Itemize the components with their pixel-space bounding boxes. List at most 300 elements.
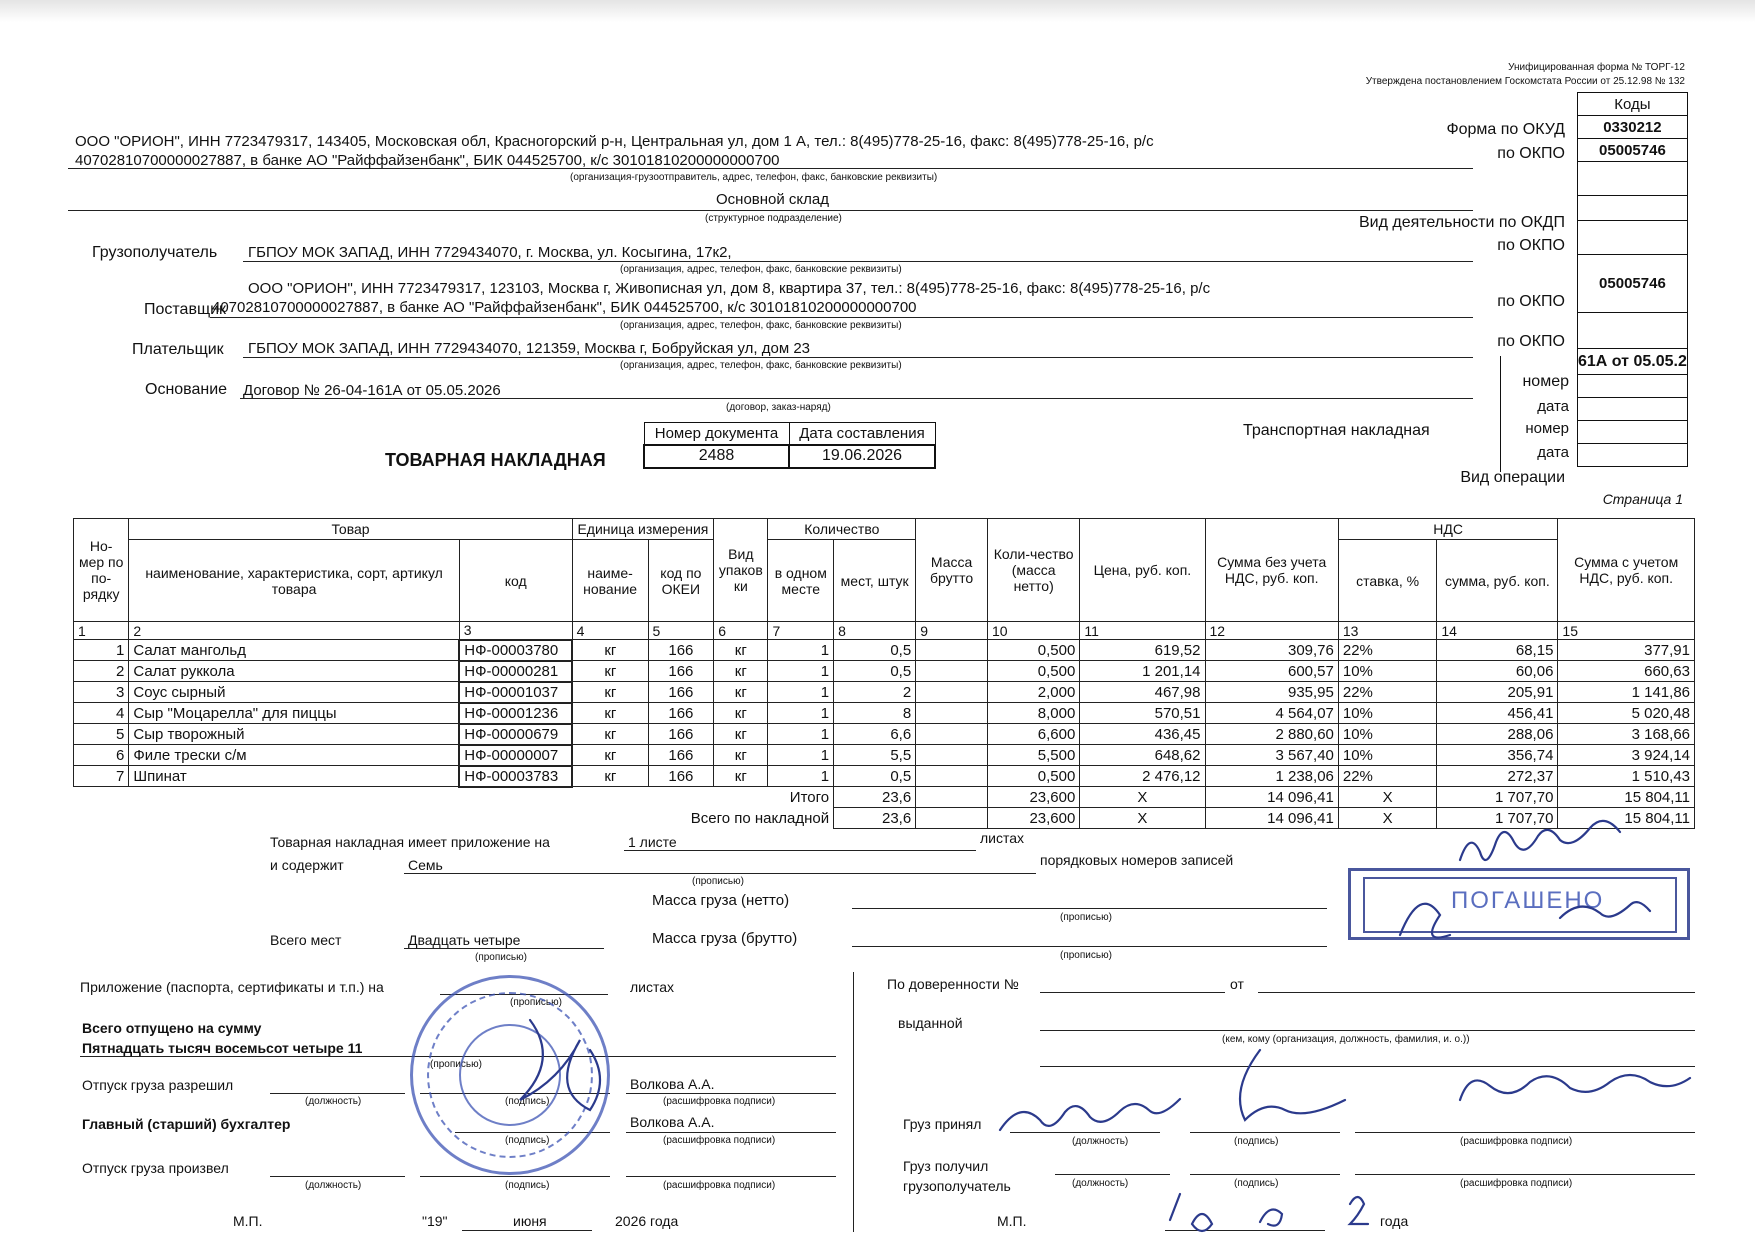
contains-tail: порядковых номеров записей (1040, 852, 1234, 868)
column-number: 1 (74, 622, 129, 640)
column-number: 14 (1437, 622, 1558, 640)
cancelled-stamp-text: ПОГАШЕНО (1451, 887, 1605, 914)
received-pos-caption: (должность) (1072, 1178, 1129, 1189)
division-underline (68, 210, 1473, 211)
col-price-header: Цена, руб. коп. (1080, 519, 1205, 622)
division-caption: (структурное подразделение) (705, 213, 842, 224)
totals-label: Всего по накладной (690, 809, 830, 827)
basis-number-label: номер (1522, 373, 1569, 390)
cell-places: 8 (834, 703, 916, 724)
basis-underline (240, 398, 1473, 399)
cell-code: НФ-00003780 (459, 640, 572, 661)
proxy-from: от (1230, 976, 1244, 992)
cell-price: 648,62 (1080, 745, 1205, 766)
cell-inplace: 1 (768, 703, 834, 724)
basis-value: Договор № 26-04-161А от 05.05.2026 (243, 382, 501, 399)
column-number: 7 (768, 622, 834, 640)
release-pos-caption: (должность) (305, 1096, 362, 1107)
column-number: 13 (1338, 622, 1436, 640)
cell-okei: 166 (648, 703, 714, 724)
supplier-underline (210, 317, 1473, 318)
totals-places: 23,6 (834, 787, 916, 808)
cell-total: 5 020,48 (1558, 703, 1695, 724)
issued-line (1040, 1030, 1695, 1031)
column-numbers-row (74, 622, 1695, 640)
cell-pack: кг (714, 724, 768, 745)
payer-underline (243, 357, 1473, 358)
totals-vat: 1 707,70 (1437, 808, 1558, 829)
produced-name-line (626, 1176, 836, 1177)
accountant-name-caption: (расшифровка подписи) (663, 1135, 776, 1146)
totals-rate: X (1338, 787, 1436, 808)
column-number: 6 (714, 622, 768, 640)
doc-number: 2488 (644, 445, 789, 468)
cell-sum: 1 238,06 (1205, 766, 1338, 787)
cell-okei: 166 (648, 640, 714, 661)
supplier-line2: 40702810700000027887, в банке АО "Райффайзенбанк", БИК 044525700, к/с 30101810200000000700 (212, 299, 917, 316)
mp-right: М.П. (997, 1213, 1027, 1229)
cell-vat: 288,06 (1437, 724, 1558, 745)
cell-net: 0,500 (988, 766, 1080, 787)
received-label-2: грузополучатель (903, 1178, 1011, 1194)
accepted-signature (1240, 1050, 1345, 1120)
cell-inplace: 1 (768, 661, 834, 682)
date-year: 2026 года (615, 1213, 679, 1229)
cell-okei: 166 (648, 724, 714, 745)
cell-n: 1 (74, 640, 129, 661)
net-mass-underline (852, 908, 1327, 909)
cell-places: 0,5 (834, 661, 916, 682)
cell-gross (916, 661, 988, 682)
contains-underline (404, 873, 1036, 874)
doc-date-header: Дата составления (789, 423, 935, 445)
col-inplace-header: в одном месте (768, 540, 834, 622)
cell-price: 436,45 (1080, 724, 1205, 745)
table-row (74, 682, 1695, 703)
basis-caption: (договор, заказ-наряд) (726, 402, 831, 413)
release-sign-line (420, 1093, 610, 1094)
received-pos-line (1055, 1174, 1170, 1175)
cell-okei: 166 (648, 745, 714, 766)
cell-net: 0,500 (988, 661, 1080, 682)
cell-rate: 10% (1338, 724, 1436, 745)
cell-pack: кг (714, 682, 768, 703)
stamp-signature-inner (1400, 902, 1650, 937)
column-number: 11 (1080, 622, 1205, 640)
received-name-line (1355, 1174, 1695, 1175)
accountant-name-line (626, 1132, 836, 1133)
attach-sheets: листах (980, 830, 1025, 846)
accepted-name-line (1355, 1132, 1695, 1133)
totals-net: 23,600 (988, 787, 1080, 808)
cell-inplace: 1 (768, 682, 834, 703)
consignee-value: ГБПОУ МОК ЗАПАД, ИНН 7729434070, г. Москва, ул. Косыгина, 17к2, (248, 244, 732, 261)
transport-number-label: номер (1525, 420, 1569, 437)
supplier-okpo-code: 05005746 (1578, 255, 1688, 313)
supplier-label: Поставщик (144, 301, 227, 318)
column-number: 2 (129, 622, 459, 640)
cell-total: 1 510,43 (1558, 766, 1695, 787)
doc-date: 19.06.2026 (789, 445, 935, 468)
cell-okei: 166 (648, 682, 714, 703)
form-line1: Унифицированная форма № ТОРГ-12 (1508, 62, 1685, 73)
cell-vat: 272,37 (1437, 766, 1558, 787)
totals-total: 15 804,11 (1558, 808, 1695, 829)
release-label: Отпуск груза разрешил (82, 1077, 234, 1093)
accountant-label: Главный (старший) бухгалтер (82, 1116, 291, 1132)
goods-table (73, 518, 1695, 829)
shipper-caption: (организация-грузоотправитель, адрес, телефон, факс, банковские реквизиты) (570, 172, 938, 183)
date-month-line (462, 1230, 592, 1231)
col-gross-header: Масса брутто (916, 519, 988, 622)
cell-price: 619,52 (1080, 640, 1205, 661)
cell-pack: кг (714, 661, 768, 682)
consignee-caption: (организация, адрес, телефон, факс, банковские реквизиты) (620, 264, 902, 275)
cell-pack: кг (714, 745, 768, 766)
cell-inplace: 1 (768, 724, 834, 745)
release-sign-caption: (подпись) (505, 1096, 550, 1107)
cell-gross (916, 682, 988, 703)
gross-mass-caption: (прописью) (1060, 950, 1112, 961)
gross-mass-underline (852, 946, 1327, 947)
totals-row-itogo (74, 787, 1695, 808)
docs-sheets: листах (630, 979, 675, 995)
date-month: июня (513, 1213, 547, 1229)
operation-label: Вид операции (1460, 469, 1565, 486)
payer-okpo-code (1578, 313, 1688, 349)
column-number: 3 (459, 622, 572, 640)
attach-underline (624, 850, 976, 851)
col-code-header: код (459, 540, 572, 622)
col-sum-header: Сумма без учета НДС, руб. коп. (1205, 519, 1338, 622)
accepted-sign-caption: (подпись) (1234, 1136, 1279, 1147)
cell-name: Сыр "Моцарелла" для пиццы (129, 703, 459, 724)
cell-rate: 22% (1338, 640, 1436, 661)
accountant-name: Волкова А.А. (630, 1114, 715, 1130)
proxy-label: По доверенности № (887, 976, 1019, 992)
division-value: Основной склад (716, 191, 830, 208)
cell-code: НФ-00003783 (459, 766, 572, 787)
cell-gross (916, 640, 988, 661)
cell-n: 7 (74, 766, 129, 787)
transport-number-code (1578, 398, 1688, 421)
totals-total: 15 804,11 (1558, 787, 1695, 808)
cell-code: НФ-00000007 (459, 745, 572, 766)
table-row (74, 703, 1695, 724)
cell-code: НФ-00000679 (459, 724, 572, 745)
totals-gross (916, 808, 988, 829)
cell-unit: кг (572, 640, 648, 661)
total-label: Всего отпущено на сумму (82, 1020, 262, 1036)
receive-date-line (1165, 1230, 1325, 1231)
footer-divider (853, 972, 854, 1232)
accepted-label: Груз принял (903, 1116, 982, 1132)
accepted-position-signature (1000, 1099, 1180, 1130)
col-okei-header: код по ОКЕИ (648, 540, 714, 622)
cell-n: 6 (74, 745, 129, 766)
produced-sign-caption: (подпись) (505, 1180, 550, 1191)
cell-gross (916, 724, 988, 745)
col-unit-header: Единица измерения (572, 519, 714, 540)
cell-name: Шпинат (129, 766, 459, 787)
accepted-pos-caption: (должность) (1072, 1136, 1129, 1147)
cell-name: Филе трески с/м (129, 745, 459, 766)
cell-price: 570,51 (1080, 703, 1205, 724)
receive-date-handwriting (1170, 1194, 1368, 1231)
cell-vat: 356,74 (1437, 745, 1558, 766)
col-vatsum-header: сумма, руб. коп. (1437, 540, 1558, 622)
cell-places: 2 (834, 682, 916, 703)
accountant-sign-line (455, 1132, 610, 1133)
cell-vat: 205,91 (1437, 682, 1558, 703)
cell-rate: 22% (1338, 766, 1436, 787)
produced-name-caption: (расшифровка подписи) (663, 1180, 776, 1191)
release-name-caption: (расшифровка подписи) (663, 1096, 776, 1107)
form-line2: Утверждена постановлением Госкомстата России от 25.12.98 № 132 (1365, 76, 1685, 87)
total-caption: (прописью) (430, 1059, 482, 1070)
consignee-label: Грузополучатель (92, 244, 218, 261)
cell-places: 5,5 (834, 745, 916, 766)
cell-rate: 10% (1338, 745, 1436, 766)
cell-net: 6,600 (988, 724, 1080, 745)
totals-gross (916, 787, 988, 808)
col-unitname-header: наиме-нование (572, 540, 648, 622)
accepted-sign-line (1190, 1132, 1340, 1133)
cell-rate: 10% (1338, 661, 1436, 682)
table-row (74, 640, 1695, 661)
cell-unit: кг (572, 703, 648, 724)
column-number: 4 (572, 622, 648, 640)
col-rate-header: ставка, % (1338, 540, 1436, 622)
proxy-number-line (1040, 992, 1225, 993)
column-number: 8 (834, 622, 916, 640)
codes-header: Коды (1578, 93, 1688, 116)
cell-unit: кг (572, 724, 648, 745)
received-label-1: Груз получил (903, 1158, 989, 1174)
gross-mass-label: Масса груза (брутто) (652, 930, 798, 947)
shipper-line1: ООО "ОРИОН", ИНН 7723479317, 143405, Московская обл, Красногорский р-н, Центральная ул, дом 1 А, тел.: 8(495)778-25-16, факс: 8(495)778-25-16, р/с (75, 133, 1154, 150)
column-number: 12 (1205, 622, 1338, 640)
cell-net: 0,500 (988, 640, 1080, 661)
issued-line-2 (1040, 1066, 1695, 1067)
table-row (74, 766, 1695, 787)
cell-places: 0,5 (834, 640, 916, 661)
release-position-line (270, 1093, 405, 1094)
produced-sign-line (420, 1176, 610, 1177)
col-no-header: Но-мер по по-рядку (74, 519, 129, 622)
totals-label: Итого (789, 789, 830, 806)
scan-top-edge (0, 0, 1755, 22)
issued-caption: (кем, кому (организация, должность, фамилия, и. о.)) (1222, 1034, 1470, 1045)
payer-okpo-label: по ОКПО (1497, 333, 1565, 350)
cell-rate: 22% (1338, 682, 1436, 703)
accountant-sign-caption: (подпись) (505, 1135, 550, 1146)
consignee-okpo-code (1578, 221, 1688, 255)
attach-label: Товарная накладная имеет приложение на (270, 834, 550, 850)
cell-n: 5 (74, 724, 129, 745)
col-net-header: Коли-чество (масса нетто) (988, 519, 1080, 622)
cell-unit: кг (572, 766, 648, 787)
received-sign-line (1190, 1174, 1340, 1175)
cell-sum: 935,95 (1205, 682, 1338, 703)
transport-date-code (1578, 421, 1688, 444)
cell-vat: 60,06 (1437, 661, 1558, 682)
cell-sum: 3 567,40 (1205, 745, 1338, 766)
page-number: Страница 1 (1602, 491, 1683, 507)
mp-left: М.П. (233, 1213, 263, 1229)
cell-sum: 309,76 (1205, 640, 1338, 661)
cell-pack: кг (714, 703, 768, 724)
cell-name: Салат руккола (129, 661, 459, 682)
docs-underline (440, 994, 608, 995)
attach-value: 1 листе (628, 834, 677, 850)
cell-rate: 10% (1338, 703, 1436, 724)
basis-date-label: дата (1537, 398, 1569, 415)
doc-number-header: Номер документа (644, 423, 789, 445)
totals-places: 23,6 (834, 808, 916, 829)
cell-total: 1 141,86 (1558, 682, 1695, 703)
received-name-caption: (расшифровка подписи) (1460, 1178, 1573, 1189)
cancelled-stamp (1348, 868, 1690, 940)
cell-net: 5,500 (988, 745, 1080, 766)
accepted-name-signature (1460, 1075, 1690, 1100)
cell-pack: кг (714, 766, 768, 787)
received-sign-caption: (подпись) (1234, 1178, 1279, 1189)
totals-row-vsego (74, 808, 1695, 829)
codes-table (1577, 92, 1688, 467)
proxy-date-line (1258, 992, 1695, 993)
cell-gross (916, 766, 988, 787)
operation-code (1578, 444, 1688, 467)
cell-n: 3 (74, 682, 129, 703)
cell-places: 0,5 (834, 766, 916, 787)
transport-date-label: дата (1537, 444, 1569, 461)
cell-name: Салат мангольд (129, 640, 459, 661)
table-row (74, 745, 1695, 766)
cell-total: 3 168,66 (1558, 724, 1695, 745)
issued-label: выданной (898, 1015, 963, 1031)
cell-inplace: 1 (768, 766, 834, 787)
places-caption: (прописью) (475, 952, 527, 963)
cell-total: 660,63 (1558, 661, 1695, 682)
docs-caption: (прописью) (510, 997, 562, 1008)
cell-name: Сыр творожный (129, 724, 459, 745)
net-mass-caption: (прописью) (1060, 912, 1112, 923)
cell-unit: кг (572, 745, 648, 766)
okdp-code (1578, 196, 1688, 221)
transport-label: Транспортная накладная (1243, 422, 1430, 439)
totals-vat: 1 707,70 (1437, 787, 1558, 808)
cell-sum: 4 564,07 (1205, 703, 1338, 724)
cell-places: 6,6 (834, 724, 916, 745)
cell-gross (916, 745, 988, 766)
doc-title: ТОВАРНАЯ НАКЛАДНАЯ (385, 450, 606, 470)
totals-net: 23,600 (988, 808, 1080, 829)
doc-number-table (643, 422, 936, 469)
cell-price: 467,98 (1080, 682, 1205, 703)
col-qty-header: Количество (768, 519, 916, 540)
cell-sum: 2 880,60 (1205, 724, 1338, 745)
empty-code (1578, 162, 1688, 196)
cell-gross (916, 703, 988, 724)
net-mass-label: Масса груза (нетто) (652, 892, 790, 909)
payer-caption: (организация, адрес, телефон, факс, банковские реквизиты) (620, 360, 902, 371)
okud-code: 0330212 (1578, 116, 1688, 139)
cell-total: 377,91 (1558, 640, 1695, 661)
okpo-code: 05005746 (1578, 139, 1688, 162)
places-value: Двадцать четыре (408, 932, 521, 948)
cell-vat: 456,41 (1437, 703, 1558, 724)
column-number: 5 (648, 622, 714, 640)
contains-label: и содержит (270, 857, 344, 873)
totals-sum: 14 096,41 (1205, 787, 1338, 808)
produced-label: Отпуск груза произвел (82, 1160, 229, 1176)
supplier-caption: (организация, адрес, телефон, факс, банковские реквизиты) (620, 320, 902, 331)
cell-code: НФ-00001037 (459, 682, 572, 703)
okpo-label: по ОКПО (1497, 145, 1565, 162)
col-total-header: Сумма с учетом НДС, руб. коп. (1558, 519, 1695, 622)
produced-pos-caption: (должность) (305, 1180, 362, 1191)
contains-caption: (прописью) (692, 876, 744, 887)
places-underline (404, 948, 604, 949)
payer-label: Плательщик (132, 341, 224, 358)
total-value: Пятнадцать тысяч восемьсот четыре 11 (82, 1040, 363, 1056)
accepted-pos-line (1010, 1132, 1160, 1133)
okud-label: Форма по ОКУД (1446, 121, 1565, 138)
shipper-underline (68, 168, 1473, 169)
shipper-line2: 40702810700000027887, в банке АО "Райффайзенбанк", БИК 044525700, к/с 30101810200000000700 (75, 152, 780, 169)
places-label: Всего мест (270, 932, 342, 948)
cell-vat: 68,15 (1437, 640, 1558, 661)
basis-date-code (1578, 375, 1688, 398)
cell-price: 1 201,14 (1080, 661, 1205, 682)
totals-rate: X (1338, 808, 1436, 829)
cell-inplace: 1 (768, 640, 834, 661)
cell-code: НФ-00001236 (459, 703, 572, 724)
column-number: 10 (988, 622, 1080, 640)
accepted-name-caption: (расшифровка подписи) (1460, 1136, 1573, 1147)
cell-name: Соус сырный (129, 682, 459, 703)
cell-total: 3 924,14 (1558, 745, 1695, 766)
cell-sum: 600,57 (1205, 661, 1338, 682)
docs-label: Приложение (паспорта, сертификаты и т.п.) на (80, 979, 384, 995)
cell-net: 8,000 (988, 703, 1080, 724)
col-pack-header: Вид упаков ки (714, 519, 768, 622)
totals-price: X (1080, 808, 1205, 829)
cell-n: 2 (74, 661, 129, 682)
cell-code: НФ-00000281 (459, 661, 572, 682)
table-row (74, 724, 1695, 745)
date-day: "19" (422, 1213, 448, 1229)
totals-sum: 14 096,41 (1205, 808, 1338, 829)
okdp-label: Вид деятельности по ОКДП (1358, 214, 1565, 231)
col-vat-header: НДС (1338, 519, 1558, 540)
receive-date-suffix: года (1380, 1213, 1409, 1229)
col-places-header: мест, штук (834, 540, 916, 622)
cell-inplace: 1 (768, 745, 834, 766)
cell-unit: кг (572, 661, 648, 682)
payer-value: ГБПОУ МОК ЗАПАД, ИНН 7729434070, 121359, Москва г, Бобруйская ул, дом 23 (248, 340, 811, 357)
consignee-okpo-label: по ОКПО (1497, 237, 1565, 254)
totals-price: X (1080, 787, 1205, 808)
total-underline (80, 1056, 836, 1057)
release-name: Волкова А.А. (630, 1076, 715, 1092)
produced-position-line (270, 1176, 405, 1177)
column-number: 9 (916, 622, 988, 640)
cell-n: 4 (74, 703, 129, 724)
contains-value: Семь (408, 857, 443, 873)
basis-label: Основание (145, 381, 228, 398)
